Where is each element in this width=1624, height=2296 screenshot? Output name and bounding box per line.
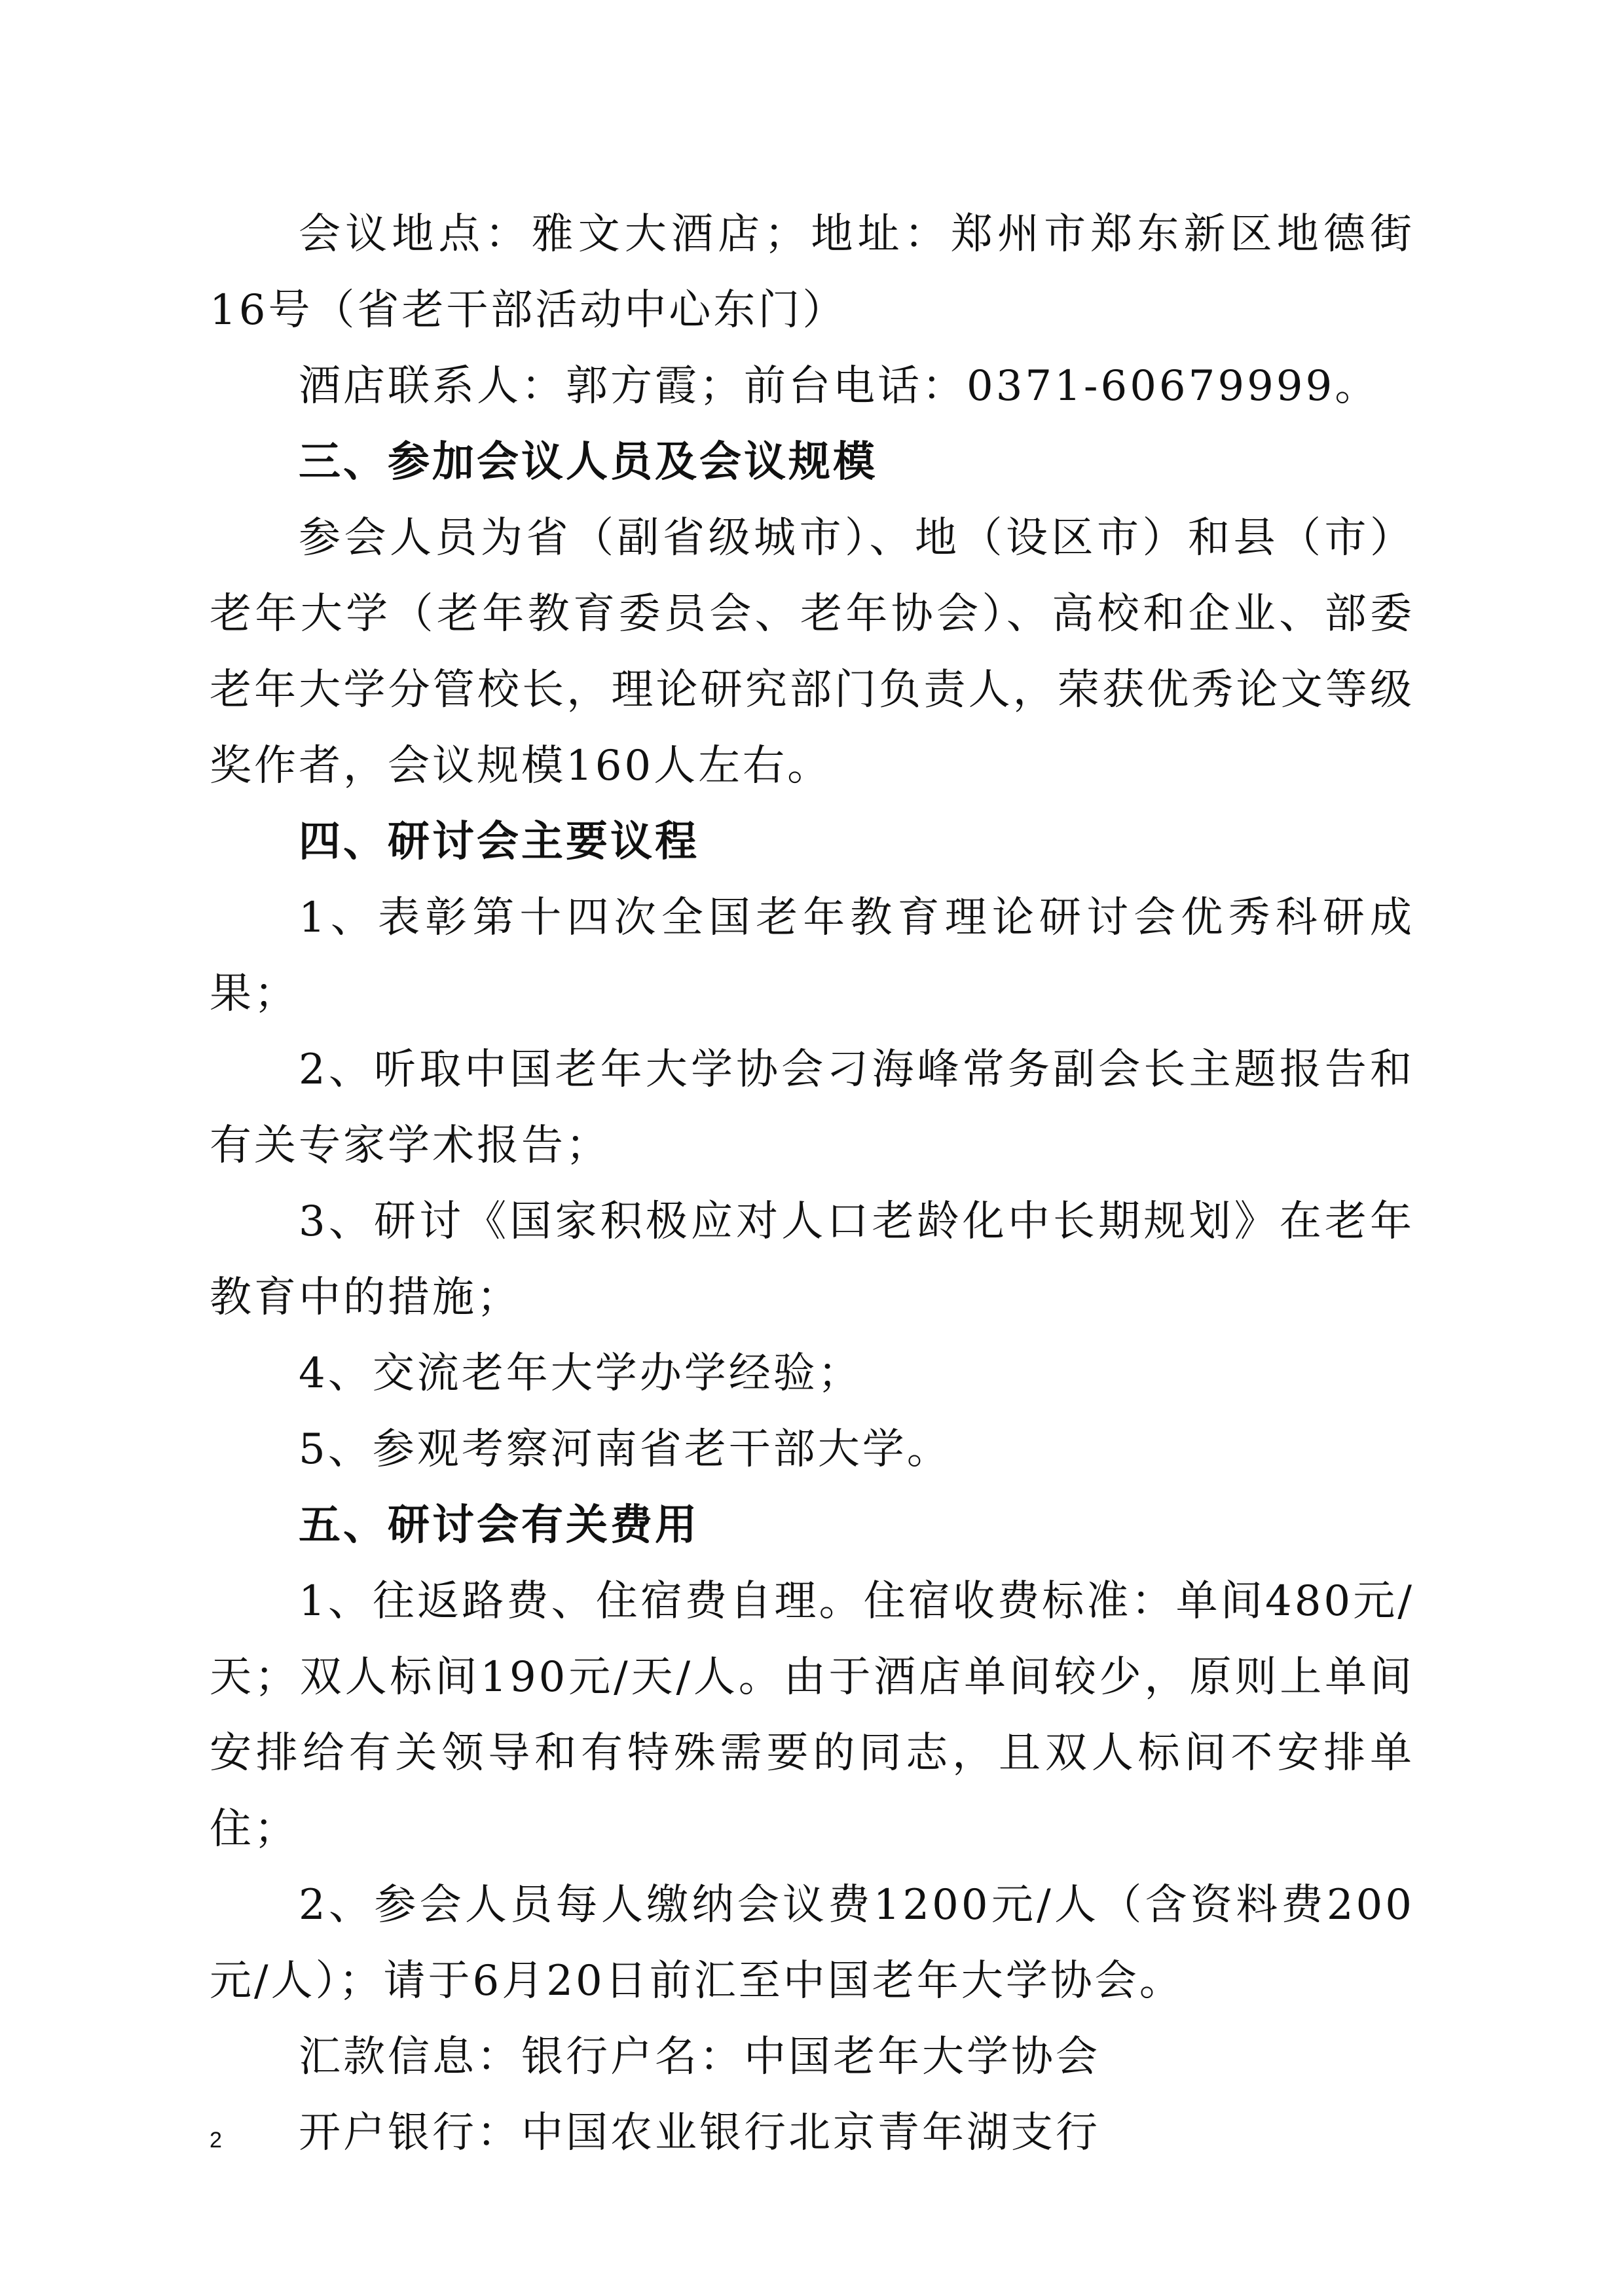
page-number: 2 [210, 2128, 222, 2153]
agenda-item: 5、参观考察河南省老干部大学。 [299, 1425, 951, 1474]
bank-info: 开户银行：中国农业银行北京青年湖支行 [299, 2109, 1100, 2157]
agenda-item: 1、表彰第十四次全国老年教育理论研讨会优秀科研成果； [210, 894, 1414, 1018]
venue-paragraph: 会议地点：雅文大酒店；地址：郑州市郑东新区地德街16号（省老干部活动中心东门） [210, 210, 1414, 335]
section-heading-fees: 五、研讨会有关费用 [299, 1501, 699, 1550]
attendees-paragraph: 参会人员为省（副省级城市）、地（设区市）和县（市）老年大学（老年教育委员会、老年协会）、高校和企业、部委老年大学分管校长，理论研究部门负责人，荣获优秀论文等级奖作者，会议规模160人左右。 [210, 514, 1414, 790]
fee-item: 1、往返路费、住宿费自理。住宿收费标准：单间480元/天；双人标间190元/天/人。由于酒店单间较少，原则上单间安排给有关领导和有特殊需要的同志，且双人标间不安排单住； [210, 1577, 1414, 1853]
fee-item: 2、参会人员每人缴纳会议费1200元/人（含资料费200元/人）；请于6月20日前汇至中国老年大学协会。 [210, 1881, 1414, 2005]
document-page [210, 196, 1414, 2171]
section-heading-agenda: 四、研讨会主要议程 [299, 817, 699, 866]
section-heading-attendees: 三、参加会议人员及会议规模 [299, 437, 877, 486]
agenda-item: 2、听取中国老年大学协会刁海峰常务副会长主题报告和有关专家学术报告； [210, 1046, 1414, 1170]
agenda-item: 3、研讨《国家积极应对人口老龄化中长期规划》在老年教育中的措施； [210, 1197, 1414, 1322]
hotel-contact-paragraph: 酒店联系人：郭方霞；前台电话：0371-60679999。 [299, 362, 1380, 410]
agenda-item: 4、交流老年大学办学经验； [299, 1349, 862, 1398]
remittance-info: 汇款信息：银行户名：中国老年大学协会 [299, 2033, 1100, 2081]
